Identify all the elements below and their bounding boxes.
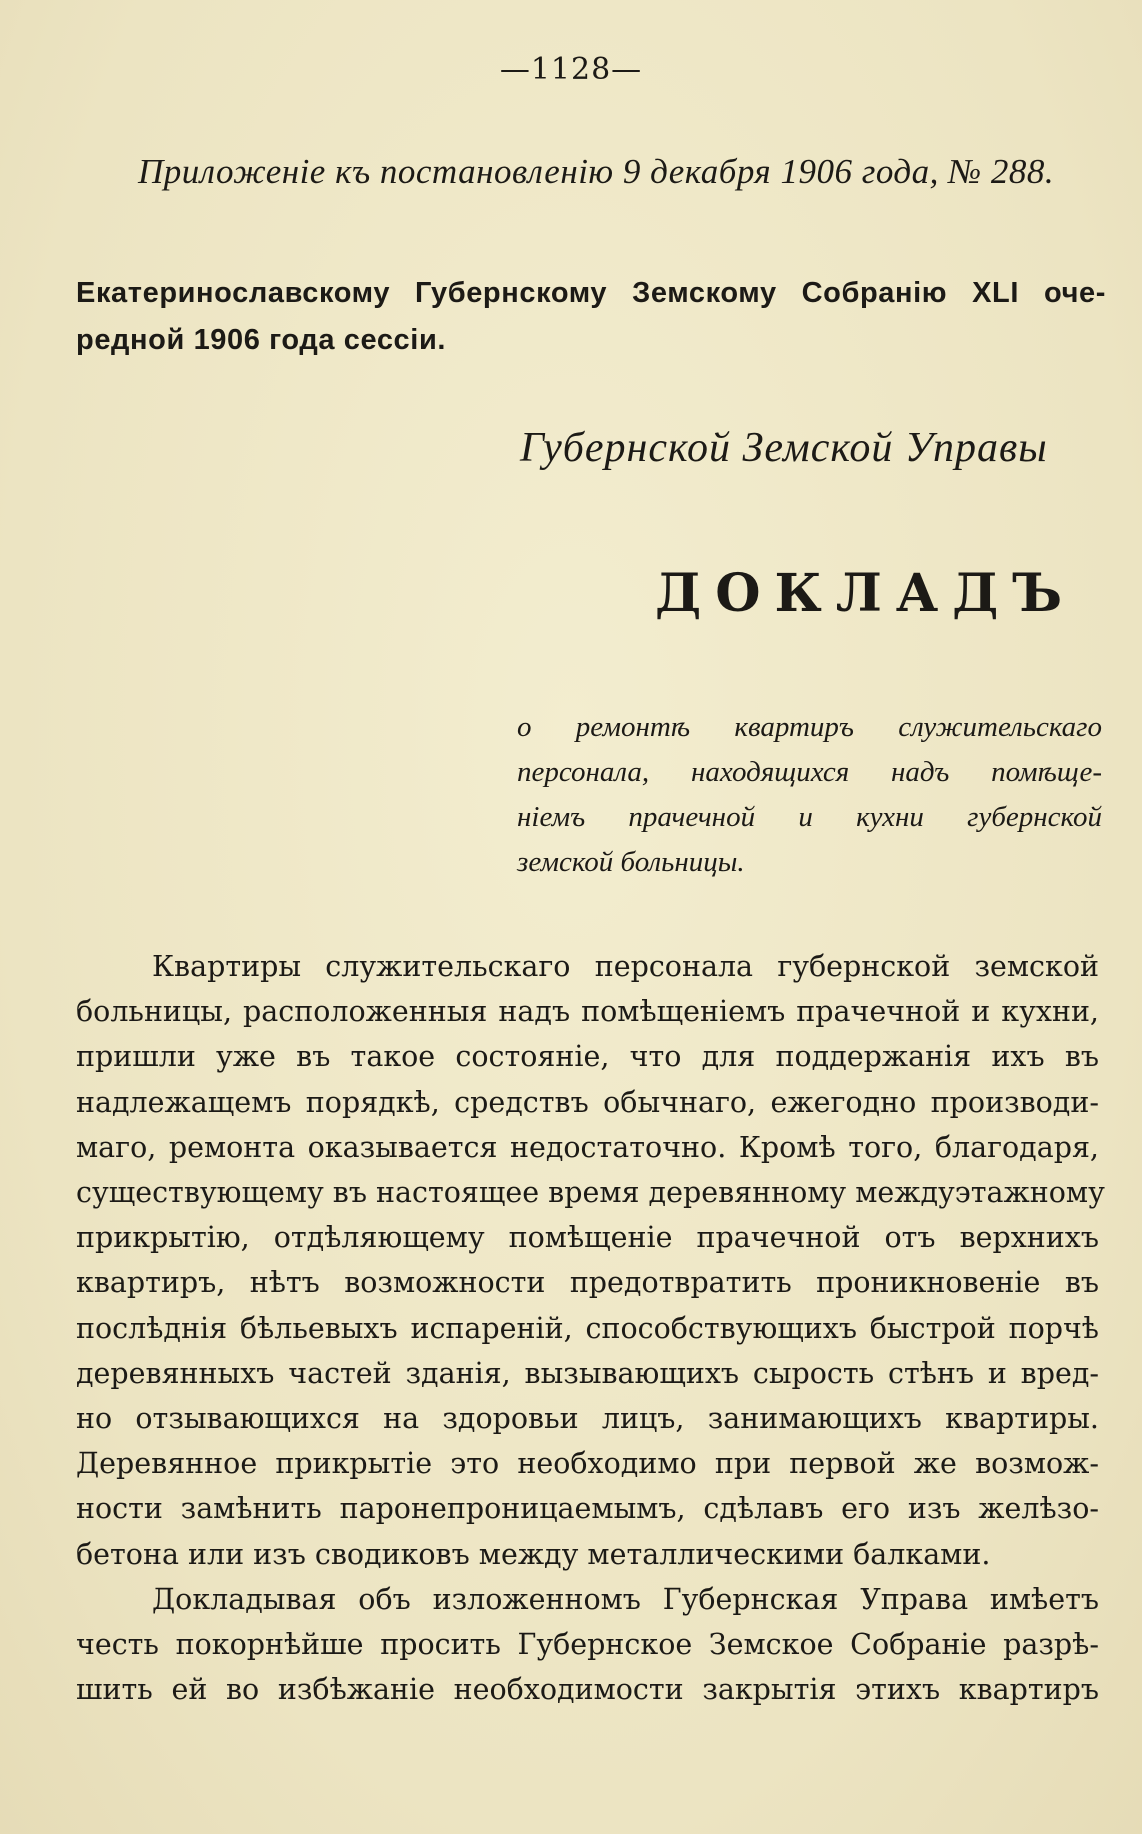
body-line: больницы, расположенныя надъ помѣщенiемъ прачечной и кухни, [76,995,1099,1029]
body-line: существующему въ настоящее время деревянному междуэтажному [76,1176,1105,1210]
body-line: бетона или изъ сводиковъ между металлическими балками. [76,1537,991,1571]
body-line: надлежащемъ порядкѣ, средствъ обычнаго, ежегодно производи- [76,1085,1099,1119]
body-line: Докладывая объ изложенномъ Губернская Управа имѣетъ [152,1582,1099,1616]
addressee-line: Екатеринославскому Губернскому Земскому Собранiю XLI оче- [76,277,1106,309]
body-line: послѣднiя бѣльевыхъ испаренiй, способствующихъ быстрой порчѣ [76,1311,1099,1345]
body-line: прикрытiю, отдѣляющему помѣщенiе прачечной отъ верхнихъ [76,1221,1099,1255]
subject-line: земской больницы. [517,846,745,878]
appendix-note: Приложенiе къ постановленiю 9 декабря 1906 года, № 288. [138,152,1055,191]
board-name: Губернской Земской Управы [520,425,1048,471]
body-line: Квартиры служительскаго персонала губернской земской [152,950,1099,983]
body-line: пришли уже въ такое состоянiе, что для поддержанiя ихъ въ [76,1040,1099,1074]
subject-line: о ремонтѣ квартиръ служительскаго [517,711,1102,743]
body-line: ности замѣнить паронепроницаемымъ, сдѣлавъ его изъ желѣзо- [76,1492,1099,1526]
addressee-line: редной 1906 года сессiи. [76,324,447,356]
body-line: Деревянное прикрытiе это необходимо при первой же возмож- [76,1447,1099,1481]
report-title: ДОКЛАДЪ [655,563,1077,624]
body-line: деревянныхъ частей зданiя, вызывающихъ сырость стѣнъ и вред- [76,1356,1099,1390]
body-line: честь покорнѣйше просить Губернское Земское Собранiе разрѣ- [76,1628,1099,1662]
body-line: квартиръ, нѣтъ возможности предотвратить проникновенiе въ [76,1266,1099,1300]
body-text [76,944,1105,1712]
report-subject [517,705,1102,885]
body-line: но отзывающихся на здоровьи лицъ, занимающихъ квартиры. [76,1402,1099,1436]
page-number: —1128— [499,52,643,87]
body-line: шить ей во избѣжанiе необходимости закрытiя этихъ квартиръ [76,1673,1099,1707]
addressee [76,270,1106,364]
body-line: маго, ремонта оказывается недостаточно. Кромѣ того, благодаря, [76,1130,1099,1164]
subject-line: персонала, находящихся надъ помѣще- [517,756,1102,788]
subject-line: нiемъ прачечной и кухни губернской [517,801,1102,833]
